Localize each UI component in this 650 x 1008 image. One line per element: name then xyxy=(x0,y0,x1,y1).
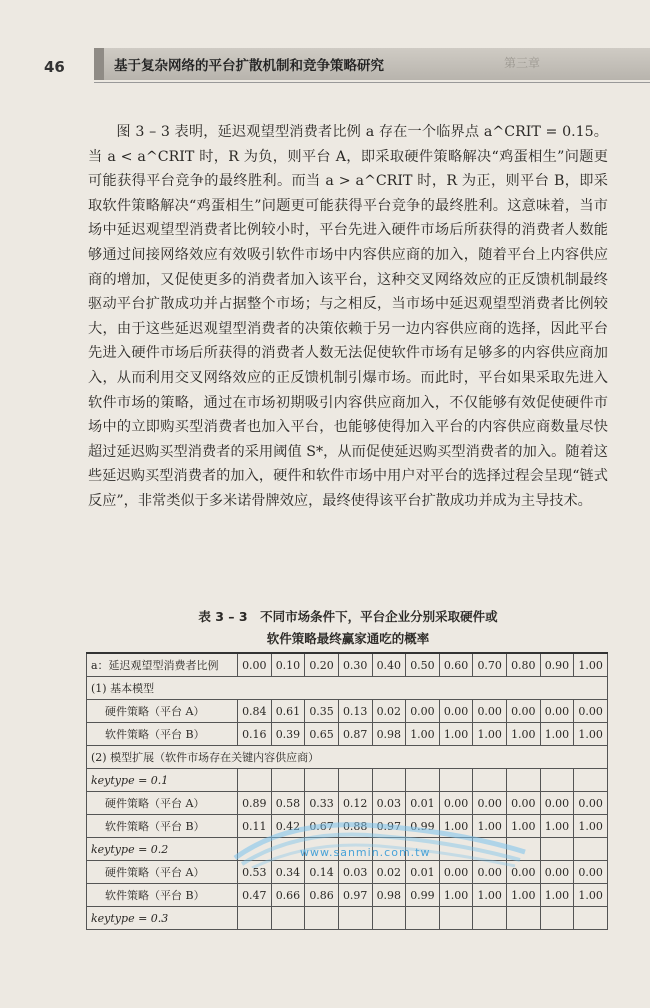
page-header xyxy=(0,44,650,84)
header-cell: 0.50 xyxy=(406,653,440,677)
table-cell: 0.00 xyxy=(574,861,608,884)
header-cell: 0.20 xyxy=(305,653,339,677)
table-cell: 0.00 xyxy=(439,700,473,723)
row-label: 软件策略（平台 B） xyxy=(87,723,238,746)
table-cell: 0.00 xyxy=(507,792,541,815)
caption-line-2: 软件策略最终赢家通吃的概率 xyxy=(266,631,430,646)
body-text xyxy=(88,120,608,514)
table-cell: 0.98 xyxy=(372,884,406,907)
header-bar xyxy=(94,48,650,80)
table-cell: 0.00 xyxy=(540,700,574,723)
table-cell: 1.00 xyxy=(507,884,541,907)
table-cell: 0.00 xyxy=(507,861,541,884)
caption-line-1: 表 3 – 3 不同市场条件下，平台企业分别采取硬件或 xyxy=(198,609,498,624)
row-label: 软件策略（平台 B） xyxy=(87,884,238,907)
table-cell: 0.39 xyxy=(271,723,305,746)
table-row xyxy=(87,884,608,907)
table-cell: 0.00 xyxy=(507,700,541,723)
table-cell: 1.00 xyxy=(574,723,608,746)
header-cell: 0.80 xyxy=(507,653,541,677)
table-cell: 0.42 xyxy=(271,815,305,838)
table-cell: 0.84 xyxy=(238,700,272,723)
table-row xyxy=(87,792,608,815)
header-label: a：延迟观望型消费者比例 xyxy=(87,653,238,677)
table-cell: 0.99 xyxy=(406,815,440,838)
row-label: 软件策略（平台 B） xyxy=(87,815,238,838)
table-cell: 0.13 xyxy=(338,700,372,723)
table-cell: 1.00 xyxy=(574,815,608,838)
header-rule xyxy=(94,82,650,83)
table-cell: 0.11 xyxy=(238,815,272,838)
running-title: 基于复杂网络的平台扩散机制和竞争策略研究 xyxy=(114,58,384,74)
table-cell: 0.98 xyxy=(372,723,406,746)
watermark-text: www.sanmin.com.tw xyxy=(300,846,431,859)
table-cell: 0.02 xyxy=(372,861,406,884)
table-cell: 1.00 xyxy=(473,815,507,838)
table-cell: 0.01 xyxy=(406,861,440,884)
table-cell: 0.34 xyxy=(271,861,305,884)
table-cell: 1.00 xyxy=(574,884,608,907)
table-cell: 0.61 xyxy=(271,700,305,723)
table-cell: 1.00 xyxy=(439,884,473,907)
table-cell: 1.00 xyxy=(406,723,440,746)
keytype-row xyxy=(87,769,608,792)
page-number: 46 xyxy=(44,58,65,76)
table-cell: 0.00 xyxy=(473,861,507,884)
table-cell: 0.03 xyxy=(338,861,372,884)
header-accent xyxy=(94,48,104,80)
table-cell: 0.97 xyxy=(338,884,372,907)
table-cell: 0.87 xyxy=(338,723,372,746)
keytype-row xyxy=(87,907,608,930)
table-cell: 0.14 xyxy=(305,861,339,884)
table-cell: 0.58 xyxy=(271,792,305,815)
header-cell: 0.10 xyxy=(271,653,305,677)
header-cell: 0.30 xyxy=(338,653,372,677)
table-cell: 1.00 xyxy=(439,723,473,746)
table-cell: 0.00 xyxy=(439,861,473,884)
table-cell: 1.00 xyxy=(507,723,541,746)
table-row xyxy=(87,861,608,884)
row-label: 硬件策略（平台 A） xyxy=(87,700,238,723)
keytype-label: keytype = 0.3 xyxy=(87,907,238,930)
row-label: 硬件策略（平台 A） xyxy=(87,792,238,815)
table-cell: 1.00 xyxy=(439,815,473,838)
table-cell: 0.16 xyxy=(238,723,272,746)
table-cell: 0.67 xyxy=(305,815,339,838)
keytype-label: keytype = 0.1 xyxy=(87,769,238,792)
table-cell: 0.02 xyxy=(372,700,406,723)
table-cell: 0.65 xyxy=(305,723,339,746)
table-cell: 1.00 xyxy=(540,723,574,746)
table-cell: 0.47 xyxy=(238,884,272,907)
table-cell: 0.00 xyxy=(406,700,440,723)
table-cell: 0.86 xyxy=(305,884,339,907)
header-cell: 0.70 xyxy=(473,653,507,677)
table-cell: 0.00 xyxy=(540,792,574,815)
table-cell: 0.99 xyxy=(406,884,440,907)
table-cell: 0.35 xyxy=(305,700,339,723)
table-cell: 1.00 xyxy=(473,884,507,907)
table-cell: 0.12 xyxy=(338,792,372,815)
table-row xyxy=(87,815,608,838)
table-row xyxy=(87,700,608,723)
header-cell: 0.90 xyxy=(540,653,574,677)
table-cell: 0.00 xyxy=(574,792,608,815)
table-cell: 1.00 xyxy=(507,815,541,838)
table-row xyxy=(87,723,608,746)
table-cell: 0.00 xyxy=(540,861,574,884)
table-cell: 1.00 xyxy=(473,723,507,746)
keytype-label: keytype = 0.2 xyxy=(87,838,238,861)
header-cell: 0.00 xyxy=(238,653,272,677)
header-ghost-text: 第三章 xyxy=(504,56,541,70)
row-label: 硬件策略（平台 A） xyxy=(87,861,238,884)
table-cell: 0.33 xyxy=(305,792,339,815)
header-cell: 1.00 xyxy=(574,653,608,677)
table-cell: 0.89 xyxy=(238,792,272,815)
table-cell: 1.00 xyxy=(540,815,574,838)
section-title: (1) 基本模型 xyxy=(87,677,608,700)
table-cell: 0.01 xyxy=(406,792,440,815)
section-title: (2) 模型扩展（软件市场存在关键内容供应商） xyxy=(87,746,608,769)
probability-table xyxy=(86,652,608,930)
header-cell: 0.60 xyxy=(439,653,473,677)
table-cell: 0.00 xyxy=(439,792,473,815)
table-cell: 0.66 xyxy=(271,884,305,907)
table-cell: 0.03 xyxy=(372,792,406,815)
body-paragraph: 图 3 – 3 表明，延迟观望型消费者比例 a 存在一个临界点 a^CRIT = 0.15。当 a < a^CRIT 时，R 为负，则平台 A，即采取硬件策略解决“鸡蛋相生”问题更可能获得平台竞争的最终胜利。而当 a > a^CRIT 时，R 为正，则平台 B，即采取软件策略解决“鸡蛋相生”问题更可能获得平台竞争的最终胜利。这意味着，当市场中延迟观望型消费者比例较小时，平台先进入硬件市场后所获得的消费者人数能够通过间接网络效应有效吸引软件市场中内容供应商的加入，随着平台上内容供应商的增加，又促使更多的消费者加入该平台，这种交叉网络效应的正反馈机制最终驱动平台扩散成功并占据整个市场；与之相反，当市场中延迟观望型消费者比例较大，由于这些延迟观望型消费者的决策依赖于另一边内容供应商的选择，因此平台先进入硬件市场后所获得的消费者人数无法促使软件市场有足够多的内容供应商加入，从而利用交叉网络效应的正反馈机制引爆市场。而此时，平台如果采取先进入软件市场的策略，通过在市场初期吸引内容供应商加入，不仅能够有效促使硬件市场中的立即购买型消费者也加入平台，也能够使得加入平台的内容供应商数量尽快超过延迟购买型消费者的采用阈值 S*，从而促使延迟购买型消费者的加入。随着这些延迟购买型消费者的加入，硬件和软件市场中用户对平台的选择过程会呈现“链式反应”，非常类似于多米诺骨牌效应，最终使得该平台扩散成功并成为主导技术。 xyxy=(88,124,608,509)
table-cell: 0.53 xyxy=(238,861,272,884)
table-cell: 0.00 xyxy=(473,700,507,723)
header-cell: 0.40 xyxy=(372,653,406,677)
section-row xyxy=(87,746,608,769)
table-cell: 0.00 xyxy=(574,700,608,723)
table-cell: 0.88 xyxy=(338,815,372,838)
table-cell: 0.00 xyxy=(473,792,507,815)
section-row xyxy=(87,677,608,700)
table-header-row xyxy=(87,653,608,677)
table-cell: 1.00 xyxy=(540,884,574,907)
table-caption xyxy=(88,606,608,650)
table-cell: 0.97 xyxy=(372,815,406,838)
